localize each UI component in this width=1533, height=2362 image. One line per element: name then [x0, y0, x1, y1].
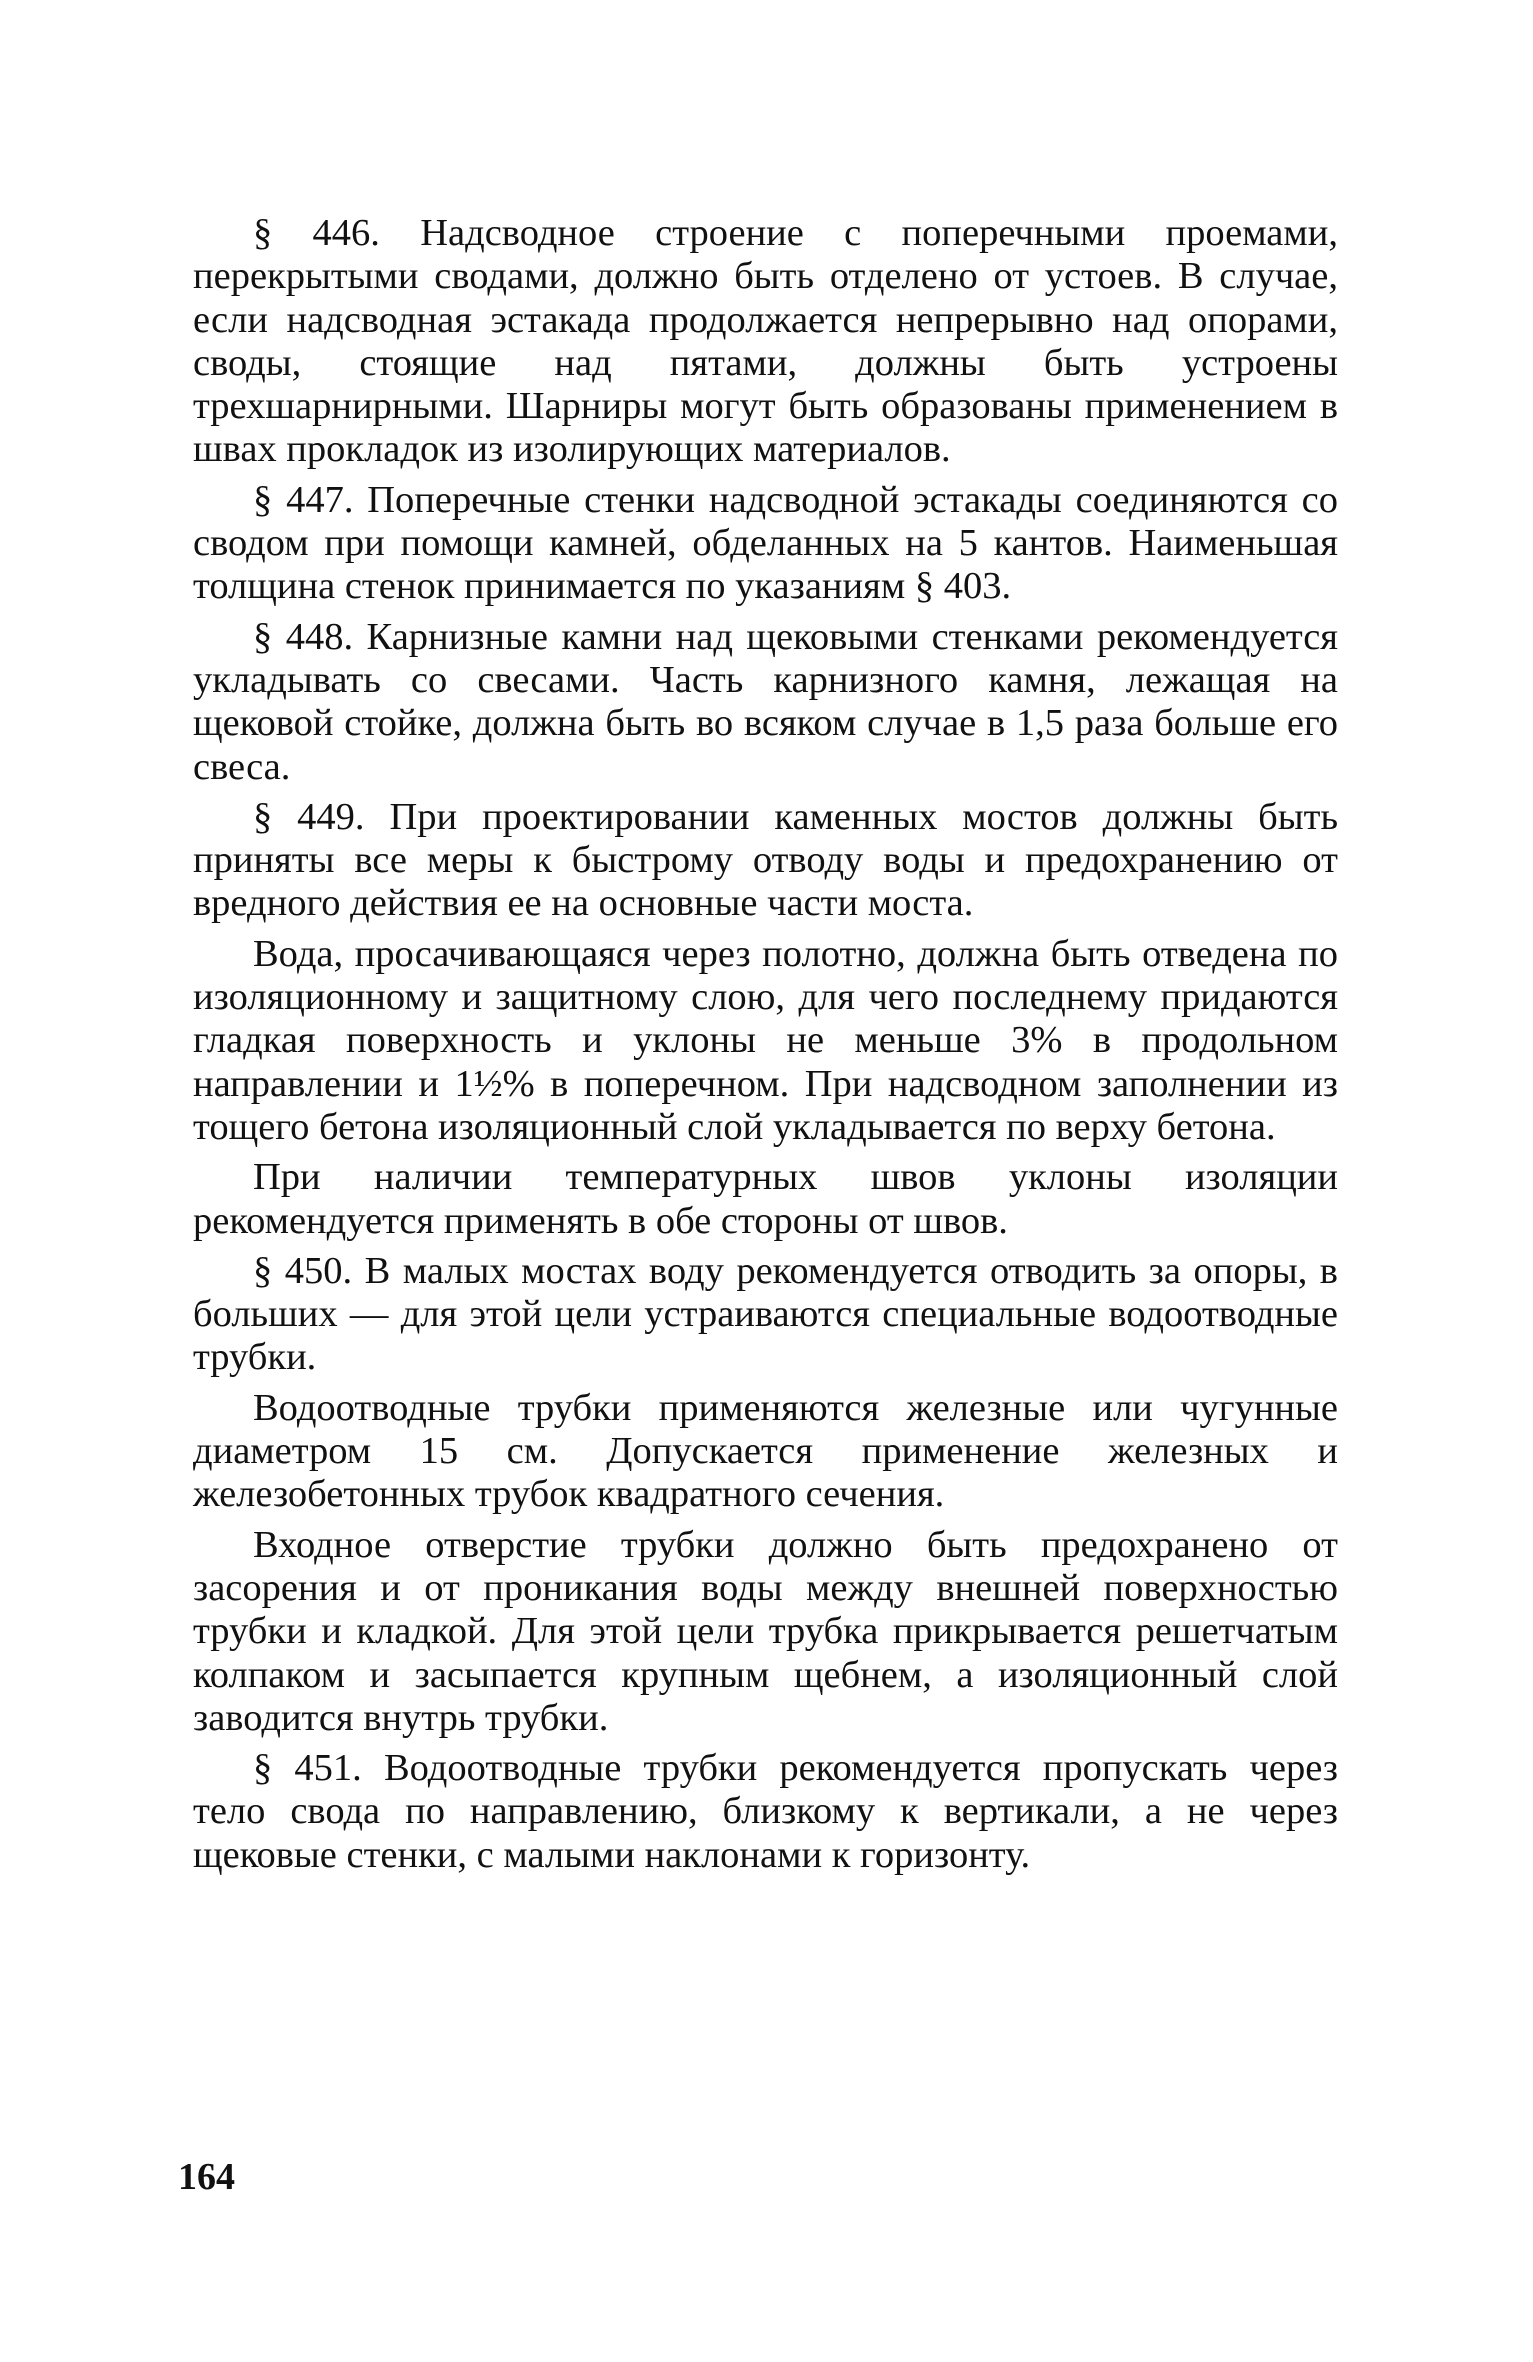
paragraph-447: § 447. Поперечные стенки надсводной эстакады соединяются со сводом при помощи камней, обделанных на 5 кантов. Наименьшая толщина стенок принимается по указаниям § 403.	[193, 478, 1338, 608]
paragraph-451: § 451. Водоотводные трубки рекомендуется пропускать через тело свода по направлению, близкому к вертикали, а не через щековые стенки, с малыми наклонами к горизонту.	[193, 1747, 1338, 1876]
page-number: 164	[178, 2156, 235, 2198]
paragraph-448: § 448. Карнизные камни над щековыми стенками рекомендуется укладывать со свесами. Часть карнизного камня, лежащая на щековой стойке, должна быть во всяком случае в 1,5 раза больше его свеса.	[193, 615, 1338, 788]
page-text	[193, 212, 1338, 1877]
paragraph-temperature-joints: При наличии температурных швов уклоны изоляции рекомендуется применять в обе стороны от швов.	[193, 1156, 1338, 1242]
paragraph-446: § 446. Надсводное строение с поперечными проемами, перекрытыми сводами, должно быть отделено от устоев. В случае, если надсводная эстакада продолжается непрерывно над опорами, своды, стоящие над пятами, должны быть устроены трехшарнирными. Шарниры могут быть образованы применением в швах прокладок из изолирующих материалов.	[193, 212, 1338, 471]
paragraph-drain-pipes: Водоотводные трубки применяются железные или чугунные диаметром 15 см. Допускается применение железных и железобетонных трубок квадратного сечения.	[193, 1386, 1338, 1516]
paragraph-449: § 449. При проектировании каменных мостов должны быть приняты все меры к быстрому отводу воды и предохранению от вредного действия ее на основные части моста.	[193, 795, 1338, 925]
paragraph-inlet-opening: Входное отверстие трубки должно быть предохранено от засорения и от проникания воды между внешней поверхностью трубки и кладкой. Для этой цели трубка прикрывается решетчатым колпаком и засыпается крупным щебнем, а изоляционный слой заводится внутрь трубки.	[193, 1523, 1338, 1739]
paragraph-450: § 450. В малых мостах воду рекомендуется отводить за опоры, в больших — для этой цели устраиваются специальные водоотводные трубки.	[193, 1249, 1338, 1379]
paragraph-water-drainage: Вода, просачивающаяся через полотно, должна быть отведена по изоляционному и защитному слою, для чего последнему придаются гладкая поверхность и уклоны не меньше 3% в продольном направлении и 1½% в поперечном. При надсводном заполнении из тощего бетона изоляционный слой укладывается по верху бетона.	[193, 932, 1338, 1148]
